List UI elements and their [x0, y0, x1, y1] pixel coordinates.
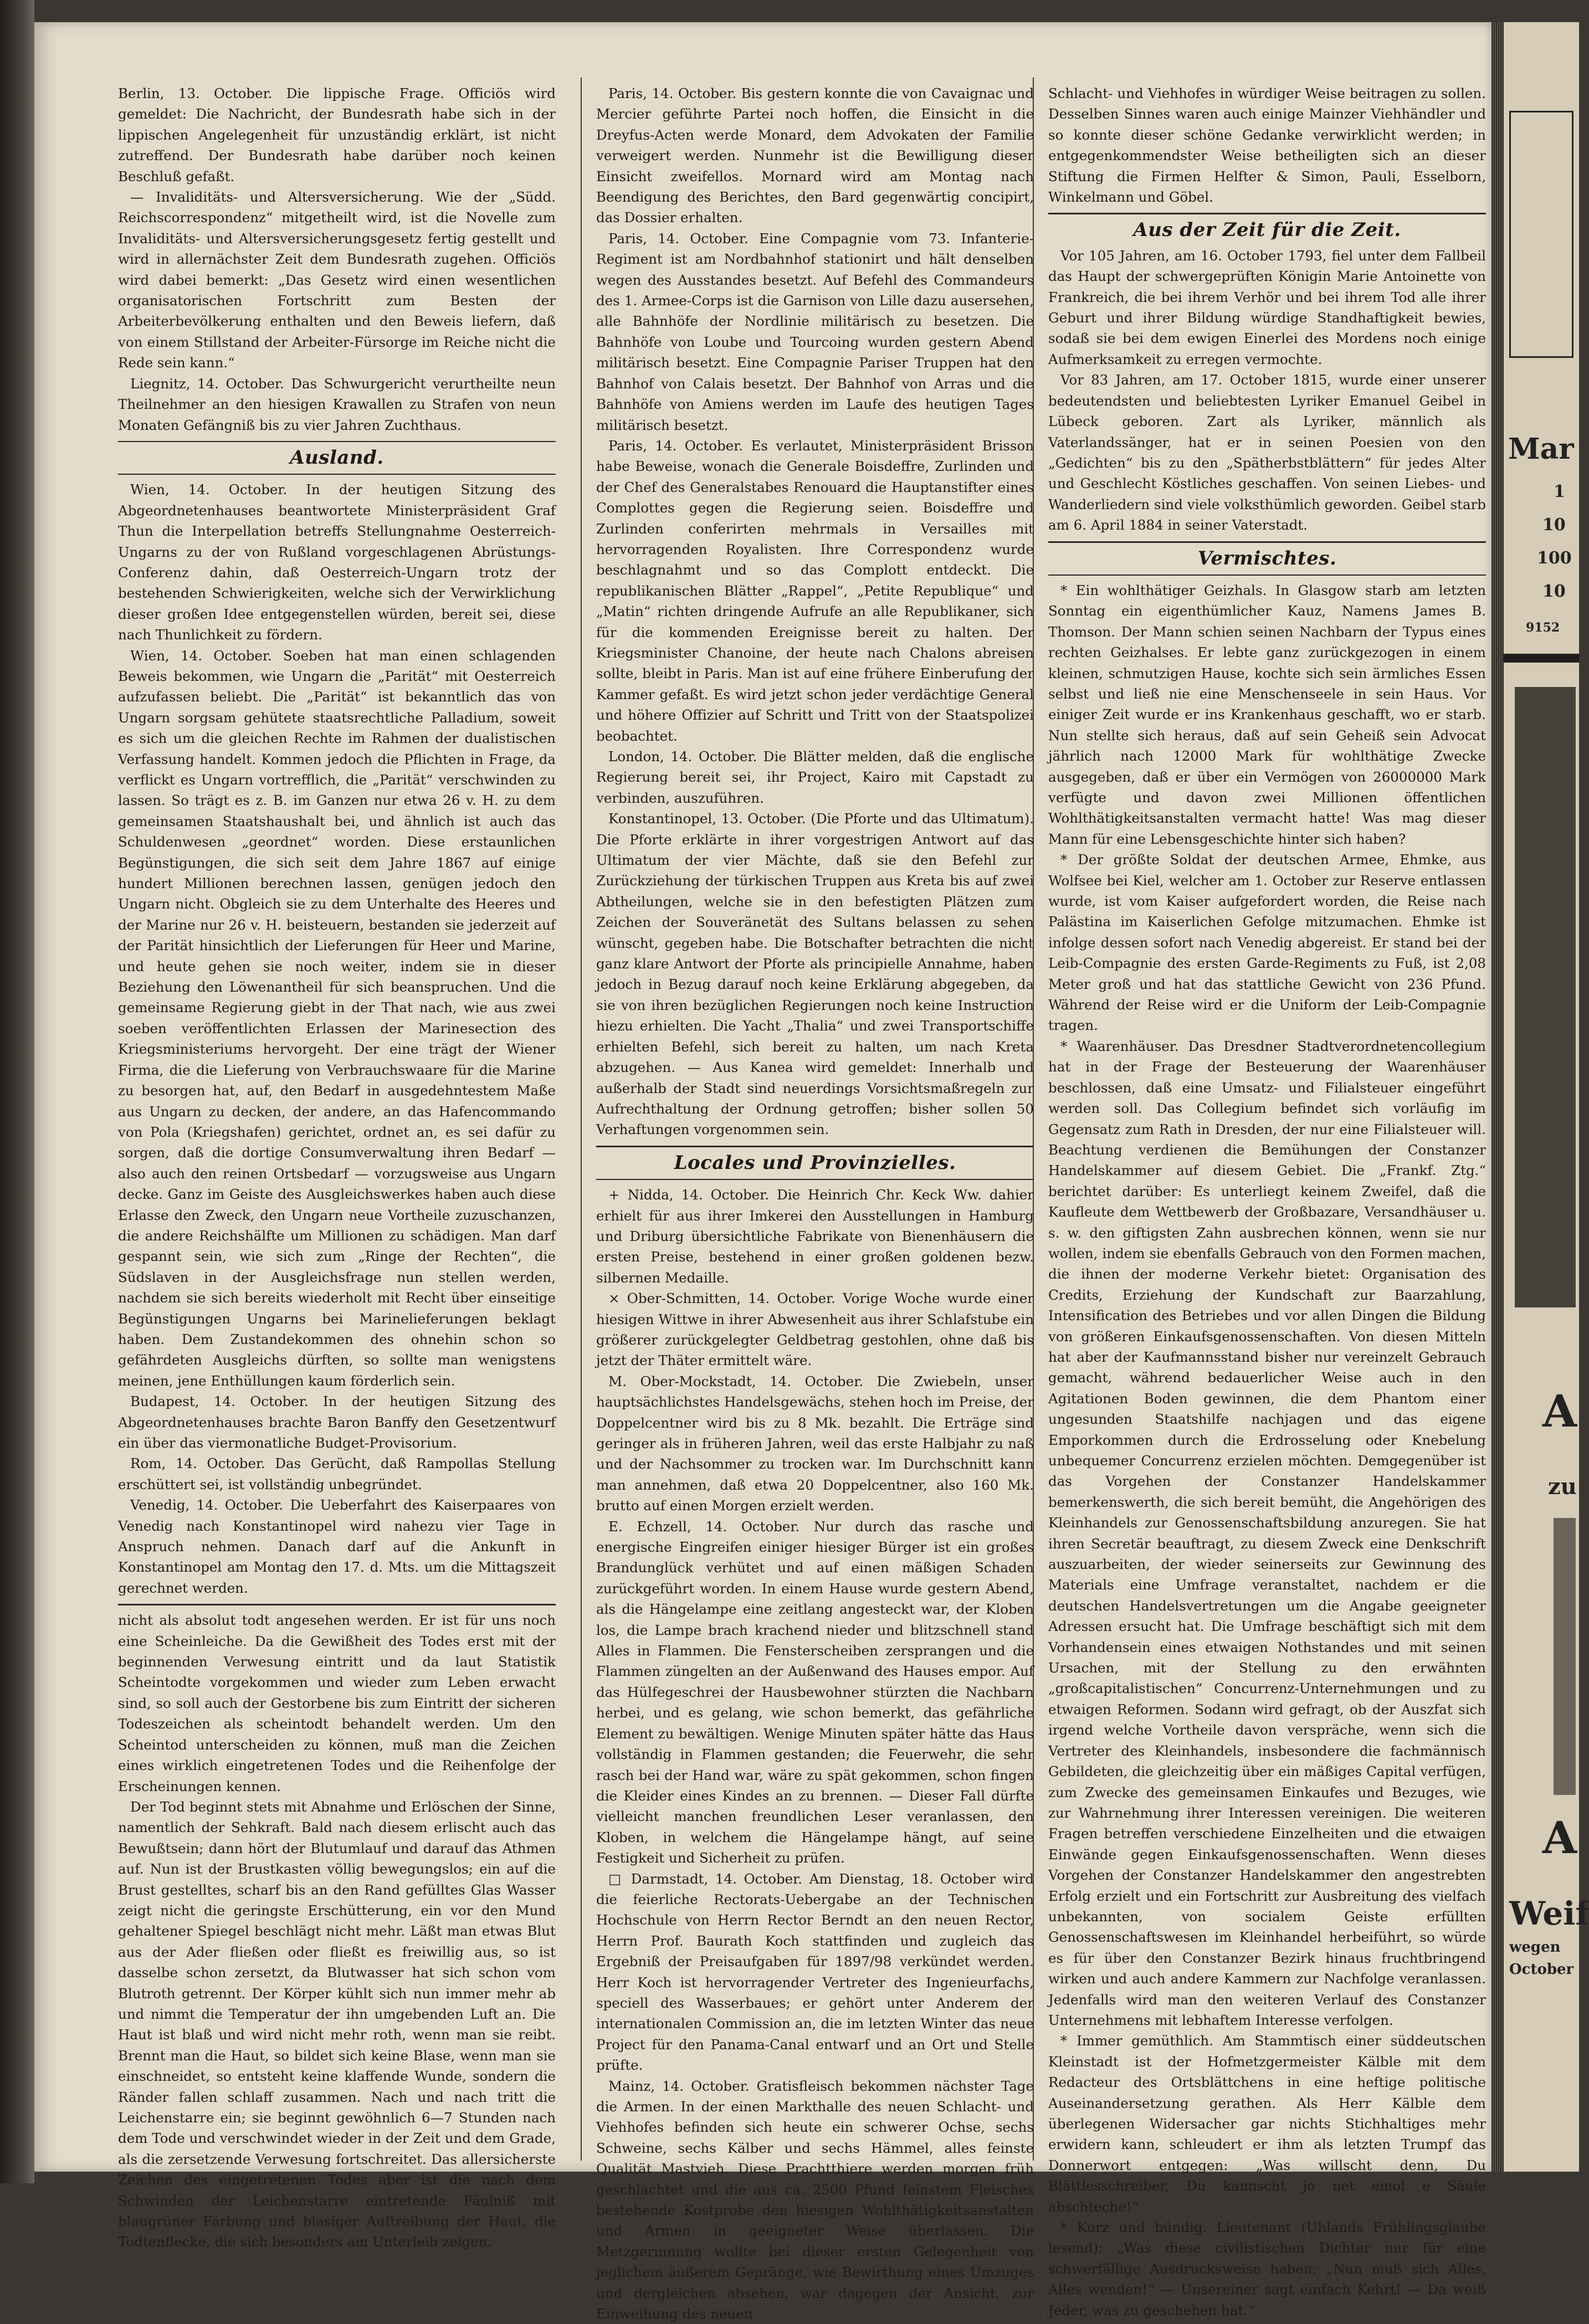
- section-rule: [596, 1146, 1034, 1147]
- column-1: [118, 83, 556, 2253]
- section-rule: [596, 1179, 1034, 1180]
- adjacent-text: zu: [1548, 1474, 1577, 1500]
- article-rom: Rom, 14. October. Das Gerücht, daß Rampollas Stellung erschüttert sei, ist vollständig unbegründet.: [118, 1455, 556, 1492]
- adjacent-ad-box: [1509, 111, 1573, 358]
- article-mainz: Mainz, 14. October. Gratisfleisch bekommen nächster Tage die Armen. In der einen Markthalle des neuen Schlacht- und Viehhofes befinden sich heute ein schwerer Ochse, sechs Schweine, sechs Kälber und sechs Hämmel, alles feinste Qualität Mastvieh. Diese Prachtthiere werden morgen früh geschlachtet und die aus ca. 2500 Pfund feinstem Fleisches bestehende Kostprobe den hiesigen Wohlthätigkeitsanstalten und Armen in geeigneter Weise überlassen. Die Metzgerinnung wollte bei dieser ersten Gelegenheit von jeglichem äußerem Gepränge, wie Bewirthung eines Umzuges und dergleichen absehen, war dagegen der Ansicht, zur Einweihung des neuen: [596, 2077, 1034, 2322]
- column-2: [596, 83, 1034, 2324]
- adjacent-text: 100: [1537, 548, 1572, 568]
- adjacent-rule: [1504, 654, 1579, 663]
- book-spine: [0, 0, 34, 2183]
- feuilleton-scheintod-1: nicht als absolut todt angesehen werden. Er ist für uns noch eine Scheinleiche. Da die Gewißheit des Todes erst mit der beginnenden Verwesung eintritt und da laut Statistik Scheintodte vorgekommen und wieder zum Leben erwacht sind, so soll auch der Gestorbene bis zum Eintritt der sicheren Todeszeichen als scheintodt behandelt werden. Um den Scheintod unterscheiden zu können, muß man die Zeichen eines wirklich eingetretenen Todes und die Reihenfolge der Erscheinungen kennen.: [118, 1612, 556, 1794]
- adjacent-page: [1504, 22, 1589, 2172]
- section-heading-vermischtes: Vermischtes.: [1197, 547, 1337, 570]
- adjacent-text: 1: [1554, 482, 1565, 501]
- article-echzell: E. Echzell, 14. October. Nur durch das rasche und energische Eingreifen einiger hiesiger Bürger ist ein großes Brandunglück verhütet und auf einen mäßigen Schaden zurückgeführt worden. In einem Hause wurde gestern Abend, als die Hängelampe eine zeitlang angesteckt war, der Kloben los, die Lampe brach krachend nieder und blitzschnell stand Alles in Flammen. Die Fensterscheiben zersprangen und die Flammen züngelten an der Außenwand des Hauses empor. Auf das Hülfegeschrei der Hausbewohner stürzten die Nachbarn herbei, und es gelang, wie schon bemerkt, das gefährliche Element zu bewältigen. Wenige Minuten später hätte das Haus vollständig in Flammen gestanden; die Feuerwehr, die sehr rasch bei der Hand war, wäre zu spät gekommen, schon fingen die Kleider eines Kindes an zu brennen. — Dieser Fall dürfte vielleicht manchen freundlichen Leser veranlassen, den Kloben, in welchem die Hängelampe hängt, auf seine Festigkeit und Sicherheit zu prüfen.: [596, 1518, 1034, 1866]
- article-mainz-cont: Schlacht- und Viehhofes in würdiger Weise beitragen zu sollen. Desselben Sinnes waren auch einige Mainzer Viehhändler und so konnte dieser schöne Gedanke verwirklicht werden; in entgegenkommendster Weise betheiligten sich an dieser Stiftung die Firmen Helfter & Simon, Pauli, Esselborn, Winkelmann und Göbel.: [1048, 85, 1486, 206]
- section-heading-zeit: Aus der Zeit für die Zeit.: [1133, 219, 1401, 242]
- adjacent-text: wegen: [1509, 1939, 1561, 1956]
- section-heading-locales: Locales und Provinzielles.: [674, 1151, 956, 1174]
- article-paris-3: Paris, 14. October. Es verlautet, Ministerpräsident Brisson habe Beweise, wonach die Generale Boisdeffre, Zurlinden und der Chef des Generalstabes Renouard die Hauptanstifter eines Complottes gegen die Regierung seien. Boisdeffre und Zurlinden conferirten mehrmals in Versailles mit hervorragenden Royalisten. Ihre Correspondenz wurde beschlagnahmt und so das Complott entdeckt. Die republikanischen Blätter „Rappel“, „Petite Republique“ und „Matin“ richten dringende Aufrufe an alle Republikaner, sich für die kommenden Ereignisse bereit zu halten. Der Kriegsminister Chanoine, der heute nach Chalons abreisen sollte, bleibt in Paris. Man ist auf eine frühere Einberufung der Kammer gefaßt. Es wird jetzt schon jeder verdächtige General und höhere Offizier auf Schritt und Tritt von der Staatspolizei beobachtet.: [596, 437, 1034, 744]
- section-heading-ausland: Ausland.: [290, 446, 384, 469]
- article-geibel: Vor 83 Jahren, am 17. October 1815, wurde einer unserer bedeutendsten und beliebtesten Lyriker Emanuel Geibel in Lübeck geboren. Zart als Lyriker, männlich als Vaterlandssänger, hat er in seinen Poesien von den „Gedichten“ bis zu den „Spätherbstblättern“ für jedes Alter und Geschlecht Köstliches geschaffen. Von seinen Liebes- und Wanderliedern sind viele volksthümlich geworden. Geibel starb am 6. April 1884 in seiner Vaterstadt.: [1048, 372, 1486, 533]
- adjacent-text: A: [1542, 1812, 1577, 1864]
- article-wien-1: Wien, 14. October. In der heutigen Sitzung des Abgeordnetenhauses beantwortete Ministerpräsident Graf Thun die Interpellation betreffs Stellungnahme Oesterreich-Ungarns zu der von Rußland vorgeschlagenen Abrüstungs-Conferenz dahin, daß Oesterreich-Ungarn trotz der bestehenden Schwierigkeiten, welche sich der Verwirklichung dieser großen Idee entgegenstellen würden, bereit sei, diese nach Thunlichkeit zu fördern.: [118, 481, 556, 643]
- section-rule: [118, 441, 556, 442]
- adjacent-text: 10: [1542, 582, 1566, 601]
- article-paris-2: Paris, 14. October. Eine Compagnie vom 73. Infanterie-Regiment ist am Nordbahnhof stationirt und hält denselben wegen des Ausstandes besetzt. Auf Befehl des Commandeurs des 1. Armee-Corps ist die Garnison von Lille dazu ausersehen, alle Bahnhöfe der Nordlinie militärisch zu besetzen. Die Bahnhöfe von Loube und Tourcoing wurden gestern Abend militärisch besetzt. Eine Compagnie Pariser Truppen hat den Bahnhof von Calais besetzt. Der Bahnhof von Arras und die Bahnhöfe von Amiens werden im Laufe des heutigen Tages militärisch besetzt.: [596, 230, 1034, 433]
- article-marie-antoinette: Vor 105 Jahren, am 16. October 1793, fiel unter dem Fallbeil das Haupt der schwergeprüften Königin Marie Antoinette von Frankreich, die bei ihrem Verhör und bei ihrem Tod alle ihrer Geburt und ihrer Bildung würdige Standhaftigkeit bewies, sodaß sie bei dem ewigen Einerlei des Mordens noch einige Aufmerksamkeit zu erregen vermochte.: [1048, 247, 1486, 367]
- article-soldat: * Der größte Soldat der deutschen Armee, Ehmke, aus Wolfsee bei Kiel, welcher am 1. October zur Reserve entlassen wurde, ist vom Kaiser aufgefordert worden, die Reise nach Palästina im Kaiserlichen Gefolge mitzumachen. Ehmke ist infolge dessen sofort nach Venedig abgereist. Er stand bei der Leib-Compagnie des ersten Garde-Regiments zu Fuß, ist 2,08 Meter groß und hat das stattliche Gewicht von 236 Pfund. Während der Reise wird er die Uniform der Leib-Compagnie tragen.: [1048, 851, 1486, 1034]
- article-invaliditaet: — Invaliditäts- und Altersversicherung. Wie der „Südd. Reichscorrespondenz“ mitgetheilt wird, ist die Novelle zum Invaliditäts- und Altersversicherungsgesetz fertig gestellt und wird in allernächster Zeit dem Bundesrath zugehen. Officiös wird dabei bemerkt: „Das Gesetz wird einen wesentlichen organisatorischen Fortschritt zum Besten der Arbeiterbevölkerung enthalten und den Beweis liefern, daß von einem Stillstand der Arbeiter-Fürsorge im Reiche nicht die Rede sein kann.“: [118, 189, 556, 371]
- adjacent-text: 9152: [1526, 620, 1560, 635]
- adjacent-image-ad: [1515, 687, 1576, 1307]
- adjacent-text: Mar: [1508, 432, 1574, 466]
- article-konstantinopel: Konstantinopel, 13. October. (Die Pforte und das Ultimatum). Die Pforte erklärte in ihrer vorgestrigen Antwort auf das Ultimatum der vier Mächte, daß sie den Befehl zur Zurückziehung der türkischen Truppen aus Kreta bis auf zwei Abtheilungen, welche sie in den befestigten Plätzen zum Zeichen der Souveränetät des Sultans belassen zu sehen wünscht, gegeben habe. Die Botschafter betrachten die nicht ganz klare Antwort der Pforte als principielle Annahme, haben jedoch in Bezug darauf noch keine Erklärung abgegeben, da sie von ihren bezüglichen Regierungen noch keine Instruction hiezu erhielten. Die Yacht „Thalia“ und zwei Transportschiffe erhielten Befehl, sich bereit zu halten, um nach Kreta abzugehen. — Aus Kanea wird gemeldet: Innerhalb und außerhalb der Stadt sind neuerdings Vorsichtsmaßregeln zur Aufrechthaltung der Ordnung getroffen; bisher sollen 50 Verhaftungen vorgenommen sein.: [596, 810, 1034, 1138]
- section-rule: [1048, 541, 1486, 543]
- article-ober-schmitten: × Ober-Schmitten, 14. October. Vorige Woche wurde einer hiesigen Wittwe in ihrer Abwesenheit aus ihrer Schlafstube ein größerer zurückgelegter Geldbetrag gestohlen, ohne daß bis jetzt der Thäter ermittelt wäre.: [596, 1290, 1034, 1369]
- adjacent-text: Weif: [1509, 1895, 1589, 1932]
- adjacent-text: October: [1509, 1961, 1574, 1978]
- feuilleton-rule: [118, 1604, 556, 1605]
- page-edge: [1491, 22, 1504, 2172]
- article-london: London, 14. October. Die Blätter melden, daß die englische Regierung bereit sei, ihr Project, Kairo mit Capstadt zu verbinden, auszuführen.: [596, 748, 1034, 806]
- article-venedig: Venedig, 14. October. Die Ueberfahrt des Kaiserpaares von Venedig nach Konstantinopel wird nahezu vier Tage in Anspruch nehmen. Danach darf auf die Ankunft in Konstantinopel am Montag den 17. d. Mts. um die Mittagszeit gerechnet werden.: [118, 1497, 556, 1596]
- article-berlin: Berlin, 13. October. Die lippische Frage. Officiös wird gemeldet: Die Nachricht, der Bundesrath habe sich in der lippischen Angelegenheit für unzuständig erklärt, ist nicht zutreffend. Der Bundesrath habe darüber noch keinen Beschluß gefaßt.: [118, 85, 556, 184]
- article-kurz-buendig: * Kurz und bündig. Lieutenant (Uhlands Frühlingsglaube lesend): „Was diese civilistischen Dichter nur für eine schwerfällige Ausdrucksweise haben: „Nun muß sich Alles, Alles wenden!“ — Unsereiner sagt einfach Kehrt! — Da weiß Jeder, was zu geschehen hat.“: [1048, 2219, 1486, 2318]
- feuilleton-scheintod-2: Der Tod beginnt stets mit Abnahme und Erlöschen der Sinne, namentlich der Sehkraft. Bald nach diesem erlischt auch das Bewußtsein; dann hört der Blutumlauf und darauf das Athmen auf. Nun ist der Brustkasten völlig bewegungslos; ein auf die Brust gestelltes, scharf bis an den Rand gefülltes Glas Wasser zeigt nicht die geringste Erschütterung, ein vor den Mund gehaltener Spiegel beschlägt nicht mehr. Läßt man etwas Blut aus der Ader fließen oder fließt es freiwillig aus, so ist dasselbe schon zersetzt, da Blutwasser hat sich schon vom Blutroth getrennt. Der Körper kühlt sich nun immer mehr ab und nimmt die Temperatur der ihn umgebenden Luft an. Die Haut ist blaß und wird nicht mehr roth, wenn man sie reibt. Brennt man die Haut, so bildet sich keine Blase, wenn man sie einschneidet, so entsteht keine klaffende Wunde, sondern die Ränder fallen schlaff zusammen. Nach und nach tritt die Leichenstarre ein; sie beginnt gewöhnlich 6—7 Stunden nach dem Tode und verschwindet wieder in der Zeit und dem Grade, als die zersetzende Verwesung fortschreitet. Das allersicherste Zeichen des eingetretenen Todes aber ist die nach dem Schwinden der Leichenstarre eintretende Fäulniß mit blaugrüner Färbung und blasiger Auftreibung der Haut, die Todtenflecke, die sich besonders am Unterleib zeigen.: [118, 1798, 556, 2250]
- article-paris-1: Paris, 14. October. Bis gestern konnte die von Cavaignac und Mercier geführte Partei noch hoffen, die Einsicht in die Dreyfus-Acten werde Monard, dem Advokaten der Familie verweigert werden. Nunmehr ist die Bewilligung dieser Einsicht zweifellos. Mornard wird am Montag nach Beendigung des Berichtes, den Bard gegenwärtig concipirt, das Dossier erhalten.: [596, 85, 1034, 226]
- article-budapest: Budapest, 14. October. In der heutigen Sitzung des Abgeordnetenhauses brachte Baron Banffy den Gesetzentwurf ein über das viermonatliche Budget-Provisorium.: [118, 1393, 556, 1451]
- article-waarenhaeuser: * Waarenhäuser. Das Dresdner Stadtverordnetencollegium hat in der Frage der Besteuerung der Waarenhäuser beschlossen, daß eine Umsatz- und Filialsteuer eingeführt werden soll. Das Collegium befindet sich vorläufig im Gegensatz zum Rath in Dresden, der nur eine Filialsteuer will. Beachtung verdienen die Bemühungen der Constanzer Handelskammer auf diesem Gebiet. Die „Frankf. Ztg.“ berichtet darüber: Es unterliegt keinem Zweifel, daß die Kaufleute dem Wettbewerb der Großbazare, Versandhäuser u. s. w. den giftigsten Zahn ausbrechen können, wenn sie nur wollen, indem sie ebenfalls Gebrauch von den Formen machen, die ihnen der moderne Verkehr bietet: Organisation des Credits, Erziehung der Kundschaft zur Baarzahlung, Intensification des Betriebes und vor allen Dingen die Bildung von größeren Einkaufsgenossenschaften. Von diesen Mitteln hat aber der Kaufmannsstand bisher nur vereinzelt Gebrauch gemacht, während bedauerlicher Weise auch in den Agitationen Boden gewinnen, die dem Phantom einer ungesunden Staatshilfe nachjagen und das eigene Emporkommen durch die Erdrosselung oder Knebelung unbequemer Concurrenz erzielen möchten. Demgegenüber ist das Vorgehen der Constanzer Handelskammer bemerkenswerth, die sich bereit bemüht, die Angehörigen des Kleinhandels zur Genossenschaftsbildung anzuregen. Sie hat ihren Secretär beauftragt, zu diesem Zweck eine Denkschrift auszuarbeiten, der wieder seinerseits zur Gewinnung des Materials eine Umfrage veranstaltet, nachdem er die deutschen Handelsvertretungen um die Angabe geeigneter Adressen ersucht hat. Die Umfrage beschäftigt sich mit dem Vorhandensein eines etwaigen Nothstandes und mit seinen Ursachen, mit der Stellung zu den erwähnten „großcapitalistischen“ Concurrenz-Unternehmungen und zu etwaigen Reformen. Sodann wird gefragt, ob der Auszfat sich irgend welche Vortheile davon verspräche, wenn sich die Vertreter des Kleinhandels, insbesondere die fachmännisch Gebildeten, die gleichzeitig über ein mäßiges Capital verfügen, zum Zwecke des gemeinsamen Einkaufes und Bezuges, wie zur Wahrnehmung ihrer Interessen vereinigen. Die weiteren Fragen betreffen verschiedene Einzelheiten und die etwaigen Einwände gegen Einkaufsgenossenschaften. Wenn dieses Vorgehen der Constanzer Handelskammer den angestrebten Erfolg erzielt und ein Fortschritt zur Ausbreitung des vielfach unbekannten, von socialem Geiste erfüllten Genossenschaftswesen im Kleinhandel herbeiführt, so würde es für über den Constanzer Bezirk hinaus fruchtbringend wirken und auch andere Kammern zur Nachfolge veranlassen. Jedenfalls wird man den weiteren Verlauf des Constanzer Unternehmens mit lebhaftem Interesse verfolgen.: [1048, 1038, 1486, 2028]
- adjacent-ad-border: [1554, 1518, 1576, 1795]
- adjacent-text: A: [1542, 1385, 1577, 1437]
- adjacent-text: 10: [1542, 515, 1566, 535]
- article-geizhals: * Ein wohlthätiger Geizhals. In Glasgow starb am letzten Sonntag ein eigenthümlicher Kauz, Namens James B. Thomson. Der Mann schien seinen Nachbarn der Typus eines rechten Geizhalses. Er lebte ganz zurückgezogen in einem kleinen, schmutzigen Hause, kochte sich sein ärmliches Essen selbst und ließ nie eine Menschenseele in sein Haus. Vor einiger Zeit wurde er ins Krankenhaus geschafft, wo er starb. Nun stellte sich heraus, daß auf sein Geheiß sein Advocat jährlich nach 12000 Mark für wohlthätige Zwecke ausgegeben, daß er über ein Vermögen von 26000000 Mark verfügte und davon zwei Millionen öffentlichen Wohlthätigkeitsanstalten vermacht hatte! Was mag dieser Mann für eine Lebensgeschichte hinter sich haben?: [1048, 582, 1486, 847]
- section-rule: [118, 474, 556, 475]
- column-3: [1048, 83, 1486, 2321]
- article-darmstadt: □ Darmstadt, 14. October. Am Dienstag, 18. October wird die feierliche Rectorats-Uebergabe an der Technischen Hochschule von Herrn Rector Berndt an den neuen Rector, Herrn Prof. Baurath Koch stattfinden und zugleich das Ergebniß der Preisaufgaben für 1897/98 verkündet werden. Herr Koch ist hervorragender Vertreter des Ingenieurfachs, speciell des Wasserbaues; er gehört unter Anderem der internationalen Commission an, die im letzten Winter das neue Project für den Panama-Canal entwarf und an Ort und Stelle prüfte.: [596, 1870, 1034, 2074]
- article-liegnitz: Liegnitz, 14. October. Das Schwurgericht verurtheilte neun Theilnehmer an den hiesigen Krawallen zu Strafen von neun Monaten Gefängniß bis zu vier Jahren Zuchthaus.: [118, 375, 556, 433]
- section-rule: [1048, 213, 1486, 214]
- article-nidda: + Nidda, 14. October. Die Heinrich Chr. Keck Ww. dahier erhielt für aus ihrer Imkerei den Ausstellungen in Hamburg und Driburg übersichtliche Fabrikate von Bienenhäusern die ersten Preise, bestehend in einer großen goldenen bezw. silbernen Medaille.: [596, 1187, 1034, 1286]
- article-ober-mockstadt: M. Ober-Mockstadt, 14. October. Die Zwiebeln, unser hauptsächlichstes Handelsgewächs, stehen hoch im Preise, der Doppelcentner wird bis zu 8 Mk. bezahlt. Die Erträge sind geringer als in früheren Jahren, weil das erste Halbjahr zu naß und der Nachsommer zu trocken war. Im Durchschnitt kann man annehmen, daß etwa 20 Doppelcentner, also 160 Mk. brutto auf einen Morgen erzielt werden.: [596, 1373, 1034, 1514]
- article-gemuethlich: * Immer gemüthlich. Am Stammtisch einer süddeutschen Kleinstadt ist der Hofmetzgermeister Kälble mit dem Redacteur des Ortsblättchens in eine heftige politische Auseinandersetzung gerathen. Als Herr Kälble dem überlegenen Widersacher gar nichts Stichhaltiges mehr erwidern kann, schleudert er ihm als letzten Trumpf das Donnerwort entgegen: „Was willscht denn, Du Blättlesschreiber, Du kannscht jo net emol e Säule abschteche!“: [1048, 2033, 1486, 2215]
- column-separator: [581, 78, 582, 2161]
- section-rule: [1048, 574, 1486, 576]
- article-wien-2: Wien, 14. October. Soeben hat man einen schlagenden Beweis bekommen, wie Ungarn die „Parität“ mit Oesterreich aufzufassen beliebt. Die „Parität“ ist bekanntlich das von Ungarn sorgsam gehütete staatsrechtliche Palladium, soweit es sich um die gleichen Rechte im Rahmen der dualistischen Verfassung handelt. Kommen jedoch die Pflichten in Frage, da verflickt es Ungarn vortrefflich, die „Parität“ verschwinden zu lassen. So trägt es z. B. im Ganzen nur etwa 26 v. H. zu dem gemeinsamen Staatshaushalt bei, und ähnlich ist auch das Schuldenwesen „geordnet“ worden. Diese erstaunlichen Begünstigungen, die sich seit dem Jahre 1867 auf einige hundert Millionen berechnen lassen, genügen jedoch den Ungarn nicht. Obgleich sie zu dem Unterhalte des Heeres und der Marine nur 26 v. H. beisteuern, bestanden sie jederzeit auf der Parität hinsichtlich der Lieferungen für Heer und Marine, und heute gehen sie noch weiter, indem sie in dieser Beziehung den Löwenantheil für sich beanspruchen. Und die gemeinsame Regierung giebt in der That nach, wie aus zwei soeben veröffentlichten Erlassen der Marinesection des Kriegsministeriums hervorgeht. Der eine trägt der Wiener Firma, die die Lieferung von Verbrauchswaare für die Marine zu besorgen hat, auf, den Bedarf in ausgedehntestem Maße aus Ungarn zu decken, der andere, an das Hafencommando von Pola (Kriegshafen) gerichtet, ordnet an, es sei dafür zu sorgen, daß die dortige Consumverwaltung ihren Bedarf — also auch den reinen Ortsbedarf — vorzugsweise aus Ungarn decke. Ganz im Geiste des Ausgleichswerkes haben auch diese Erlasse den Zweck, den Ungarn neue Vortheile zuzuschanzen, die andere Reichshälfte um Millionen zu schädigen. Man darf gespannt sein, wie sich zum „Ringe der Rechten“, die Südslaven in der Ausgleichsfrage nun stellen werden, nachdem sie sich bereits wiederholt mit Recht über einseitige Begünstigungen Ungarns bei Marinelieferungen beklagt haben. Dem Zustandekommen des ohnehin schon so gefährdeten Ausgleichs dürften, so sollte man wenigstens meinen, jene Enthüllungen kaum förderlich sein.: [118, 647, 556, 1389]
